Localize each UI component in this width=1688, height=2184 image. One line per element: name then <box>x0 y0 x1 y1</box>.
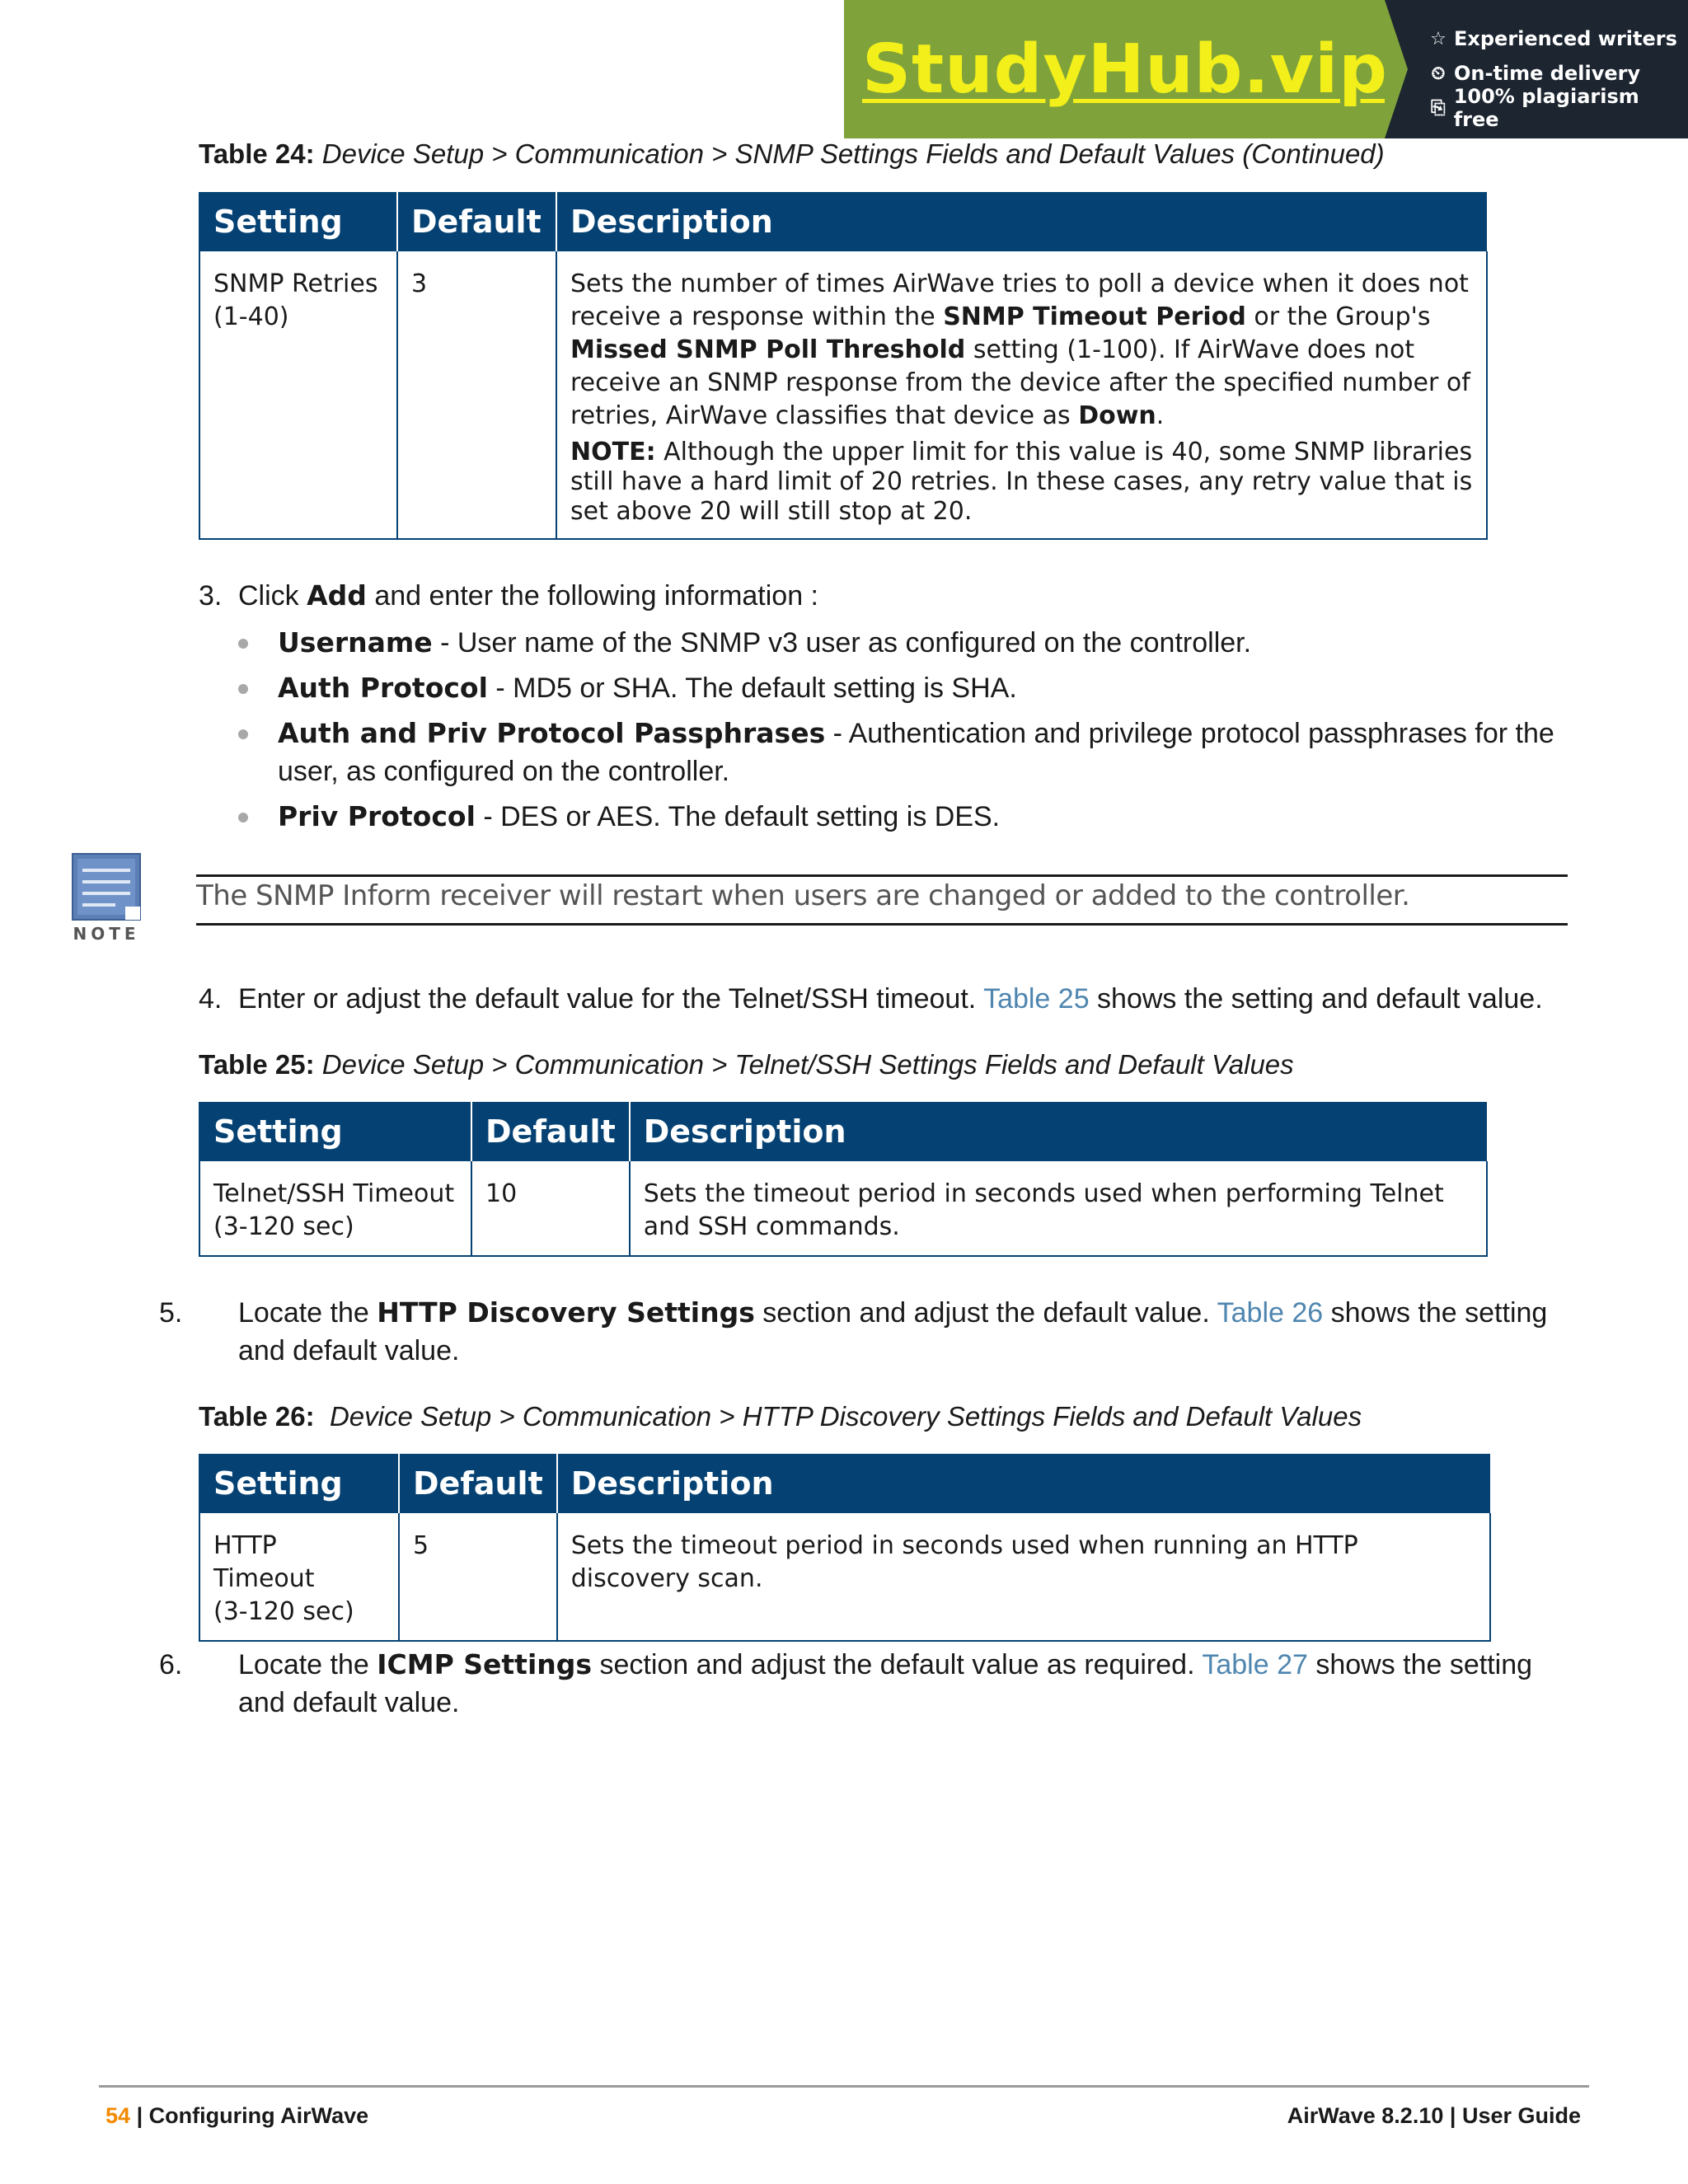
header-default: Default <box>399 1454 557 1513</box>
chapter-title: Configuring AirWave <box>148 2103 369 2128</box>
feature-label: On-time delivery <box>1454 62 1641 85</box>
feature-item <box>1429 85 1688 131</box>
header-setting: Setting <box>199 1454 399 1513</box>
setting-name: HTTP Timeout <box>213 1531 315 1593</box>
brand-logo: StudyHub.vip <box>862 30 1388 109</box>
header-description: Description <box>556 192 1487 251</box>
copy-icon: ⎘ <box>1431 97 1446 119</box>
header-default: Default <box>397 192 556 251</box>
setting-name: Telnet/SSH Timeout <box>213 1179 455 1208</box>
clock-icon: ⏲ <box>1431 63 1446 84</box>
cell-setting <box>199 1161 471 1256</box>
caption-label: Table 25: <box>199 1049 315 1080</box>
step-3: 3. Click Add and enter the following information : <box>199 579 819 612</box>
feature-label: Experienced writers <box>1454 27 1677 50</box>
table-caption <box>199 1049 1294 1080</box>
step-6: 6. Locate the ICMP Settings section and adjust the default value as required. Table 27 shows the setting and default value. <box>159 1648 1533 1718</box>
bullet-icon <box>238 729 248 739</box>
note-icon-label: NOTE <box>73 924 140 944</box>
list-item: Username - User name of the SNMP v3 user as configured on the controller. <box>238 624 1251 662</box>
cell-default: 3 <box>397 251 556 539</box>
table-caption <box>199 138 1385 170</box>
cell-description: Sets the timeout period in seconds used when running an HTTP discovery scan. <box>557 1513 1490 1641</box>
bullet-icon <box>238 684 248 694</box>
header-description: Description <box>630 1102 1487 1161</box>
note-top-rule <box>196 874 1568 877</box>
header-description: Description <box>557 1454 1490 1513</box>
table-header-row <box>199 192 1487 251</box>
caption-title: Device Setup > Communication > SNMP Settings Fields and Default Values (Continued) <box>321 138 1385 169</box>
header-default: Default <box>471 1102 630 1161</box>
caption-label: Table 24: <box>199 138 315 169</box>
list-item: Auth and Priv Protocol Passphrases - Authentication and privilege protocol passphrases for the user, as configured on the controller. <box>238 715 1606 790</box>
feature-label: 100% plagiarism free <box>1453 85 1639 131</box>
footer-right: AirWave 8.2.10 | User Guide <box>1287 2103 1581 2128</box>
caption-title: Device Setup > Communication > HTTP Discovery Settings Fields and Default Values <box>329 1401 1362 1432</box>
list-item: Auth Protocol - MD5 or SHA. The default setting is SHA. <box>238 669 1017 707</box>
step-5: 5. Locate the HTTP Discovery Settings section and adjust the default value. Table 26 shows the setting and default value. <box>159 1296 1548 1366</box>
caption-label: Table 26: <box>199 1401 315 1432</box>
feature-list <box>1385 0 1688 138</box>
table-header-row <box>199 1102 1487 1161</box>
step-4: 4. Enter or adjust the default value for the Telnet/SSH timeout. Table 25 shows the setting and default value. <box>199 983 1543 1015</box>
setting-name: SNMP Retries <box>213 269 378 298</box>
product-name: AirWave 8.2.10 <box>1287 2103 1444 2128</box>
guide-name: User Guide <box>1461 2103 1581 2128</box>
table-row <box>199 1161 1487 1256</box>
feature-item <box>1429 21 1688 56</box>
caption-title: Device Setup > Communication > Telnet/SSH Settings Fields and Default Values <box>321 1049 1294 1080</box>
note-bottom-rule <box>196 923 1568 926</box>
cell-note: NOTE: Although the upper limit for this value is 40, some SNMP libraries still have a hard limit of 20 retries. In these cases, any retry value that is set above 20 will still stop at 20. <box>570 438 1473 526</box>
note-text: The SNMP Inform receiver will restart when users are changed or added to the controller. <box>196 879 1410 912</box>
bullet-icon <box>238 639 248 649</box>
table-http-discovery-settings <box>199 1454 1491 1642</box>
cell-setting <box>199 251 397 539</box>
table-caption <box>199 1401 1362 1432</box>
link-table-27[interactable]: Table 27 <box>1202 1649 1308 1680</box>
table-header-row <box>199 1454 1490 1513</box>
star-icon: ☆ <box>1430 28 1447 49</box>
note-icon <box>71 852 142 944</box>
page-number: 54 <box>106 2103 131 2128</box>
promo-banner[interactable] <box>844 0 1688 138</box>
cell-default: 10 <box>471 1161 630 1256</box>
link-table-26[interactable]: Table 26 <box>1217 1297 1324 1329</box>
brand-panel <box>844 0 1388 138</box>
bullet-icon <box>238 813 248 823</box>
table-row <box>199 1513 1490 1641</box>
header-setting: Setting <box>199 192 397 251</box>
table-telnet-settings <box>199 1102 1488 1257</box>
cell-setting <box>199 1513 399 1641</box>
header-setting: Setting <box>199 1102 471 1161</box>
setting-range: (3-120 sec) <box>213 1212 354 1241</box>
cell-description: Sets the timeout period in seconds used when performing Telnet and SSH commands. <box>630 1161 1487 1256</box>
list-item: Priv Protocol - DES or AES. The default setting is DES. <box>238 798 1000 836</box>
cell-default: 5 <box>399 1513 557 1641</box>
link-table-25[interactable]: Table 25 <box>983 983 1090 1015</box>
footer-rule <box>99 2085 1589 2088</box>
table-snmp-settings <box>199 192 1488 540</box>
cell-description: Sets the number of times AirWave tries to poll a device when it does not receive a response within the SNMP Timeout Period or the Group's Missed SNMP Poll Threshold setting (1-100). If AirWave does not receive an SNMP response from the device after the specified number of retries, AirWave classifies that device as Down. NOTE: Although the upper limit for this value is 40, some SNMP libraries still have a hard limit of 20 retries. In these cases, any retry value that is set above 20 will still stop at 20. <box>556 251 1487 539</box>
footer-left: 54 | Configuring AirWave <box>106 2103 369 2128</box>
table-row <box>199 251 1487 539</box>
setting-range: (3-120 sec) <box>213 1597 354 1626</box>
setting-range: (1-40) <box>213 302 289 331</box>
